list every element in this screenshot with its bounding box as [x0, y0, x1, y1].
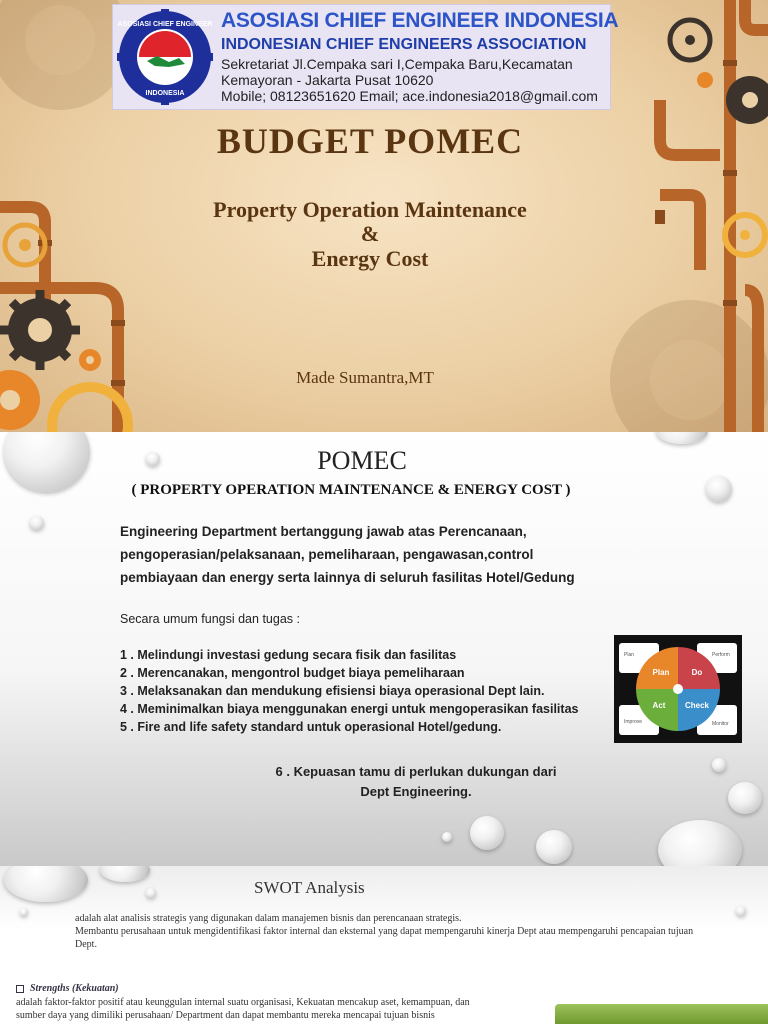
swot-desc-line1: adalah alat analisis strategis yang digunakan dalam manajemen bisnis dan perencanaan strategis. — [75, 913, 462, 924]
contact-line: Mobile; 08123651620 Email; ace.indonesia2018@gmail.com — [221, 88, 598, 104]
slide1-subtitle-ampersand: & — [360, 221, 380, 246]
list-item: 3 . Melaksanakan dan mendukung efisiensi biaya operasional Dept lain. — [120, 684, 545, 698]
list-item: 2 . Merencanakan, mengontrol budget biaya pemeliharaan — [120, 666, 465, 680]
slide1-subtitle-line3: Energy Cost — [311, 246, 429, 271]
slide1-author: Made Sumantra,MT — [296, 368, 434, 387]
strengths-description — [16, 996, 546, 1022]
pdca-cycle-diagram — [614, 635, 742, 743]
pdca-act: Act — [652, 701, 666, 710]
water-drop — [658, 820, 742, 866]
swot-graphic-partial — [555, 1004, 768, 1024]
engineering-dept-paragraph — [120, 520, 575, 589]
water-drop — [706, 476, 732, 502]
strengths-label: Strengths (Kekuatan) — [30, 983, 119, 994]
strengths-heading — [16, 983, 119, 994]
water-drop — [4, 866, 88, 902]
water-drop — [536, 830, 572, 864]
water-drop — [736, 906, 746, 916]
pdca-corner-br: Monitor — [712, 721, 729, 727]
fungsi-heading: Secara umum fungsi dan tugas : — [120, 612, 300, 626]
association-name-english: INDONESIAN CHIEF ENGINEERS ASSOCIATION — [221, 36, 587, 53]
pdca-corner-tl: Plan — [624, 652, 635, 658]
association-logo-icon — [117, 9, 213, 105]
pdca-plan: Plan — [652, 668, 670, 677]
slide1-subtitle-line1: Property Operation Maintenance — [213, 197, 527, 222]
pdca-corner-tr: Perform — [712, 652, 730, 658]
swot-description — [75, 912, 715, 951]
slide-pomec-overview — [0, 432, 768, 866]
pdca-do: Do — [691, 668, 703, 677]
fungsi-list — [120, 646, 578, 736]
water-drop — [470, 816, 504, 850]
water-drop — [712, 758, 726, 772]
water-drop — [20, 908, 28, 916]
strengths-line2: sumber daya yang dimiliki perusahaan/ Department dan dapat membantu mereka mencapai tujuan bisnis — [16, 1010, 435, 1021]
association-banner — [112, 4, 619, 110]
checkbox-bullet-icon — [16, 985, 24, 993]
swot-desc-line2: Membantu perusahaan untuk mengidentifikasi faktor internal dan eksternal yang dapat mempengaruhi kinerja Dept atau mempengaruhi pencapaian tujuan Dept. — [75, 926, 694, 950]
item6-line2: Dept Engineering. — [360, 784, 472, 799]
water-drop — [30, 516, 44, 530]
water-drop — [100, 866, 150, 882]
association-name: ASOSIASI CHIEF ENGINEER INDONESIA — [221, 9, 619, 32]
pdca-check: Check — [684, 701, 710, 710]
list-item: 4 . Meminimalkan biaya menggunakan energi untuk mengoperasikan fasilitas — [120, 702, 579, 716]
slide-swot-analysis — [0, 866, 768, 1024]
strengths-line1: adalah faktor-faktor positif atau keunggulan internal suatu organisasi, Kekuatan mencakup aset, kemampuan, dan — [16, 997, 470, 1008]
slide3-title: SWOT Analysis — [254, 878, 365, 897]
list-item: 5 . Fire and life safety standard untuk operasional Hotel/gedung. — [120, 720, 502, 734]
item6-line1: 6 . Kepuasan tamu di perlukan dukungan dari — [275, 764, 557, 779]
water-drop — [728, 782, 762, 814]
slide1-title: BUDGET POMEC — [216, 121, 524, 161]
list-item: 1 . Melindungi investasi gedung secara fisik dan fasilitas — [120, 648, 457, 662]
svg-text:ASOSIASI CHIEF ENGINEER: ASOSIASI CHIEF ENGINEER — [117, 21, 213, 28]
slide2-title: POMEC — [317, 446, 407, 475]
paragraph-line: pembiayaan dan energy serta lainnya di seluruh fasilitas Hotel/Gedung — [120, 570, 575, 585]
paragraph-line: Engineering Department bertanggung jawab atas Perencanaan, — [120, 524, 527, 539]
pdca-corner-bl: Improve — [624, 719, 643, 725]
slide2-subtitle: ( PROPERTY OPERATION MAINTENANCE & ENERGY COST ) — [131, 482, 571, 498]
paragraph-line: pengoperasian/pelaksanaan, pemeliharaan, pengawasan,control — [120, 547, 534, 562]
water-drop — [442, 832, 452, 842]
list-item-6 — [200, 762, 632, 802]
water-drop — [656, 432, 708, 444]
water-drop — [146, 888, 156, 898]
address-line-1: Sekretariat Jl.Cempaka sari I,Cempaka Baru,Kecamatan — [221, 56, 573, 72]
address-line-2: Kemayoran - Jakarta Pusat 10620 — [221, 72, 434, 88]
svg-text:INDONESIA: INDONESIA — [145, 90, 185, 97]
slide-budget-pomec — [0, 0, 768, 432]
association-address — [221, 56, 598, 104]
